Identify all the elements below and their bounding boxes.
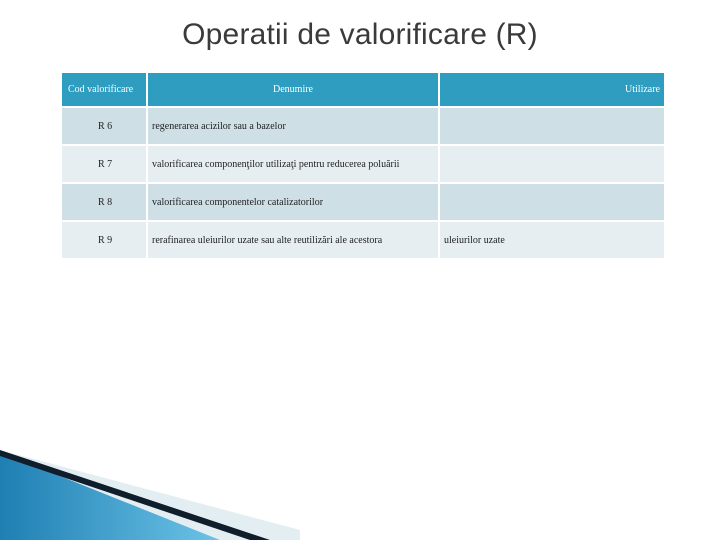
cell-use xyxy=(440,108,664,144)
cell-name: rerafinarea uleiurilor uzate sau alte reutilizări ale acestora xyxy=(148,222,438,258)
table-row xyxy=(62,146,664,182)
cell-name: regenerarea acizilor sau a bazelor xyxy=(148,108,438,144)
cell-use: uleiurilor uzate xyxy=(440,222,664,258)
header-name: Denumire xyxy=(148,73,438,106)
slide-title: Operatii de valorificare (R) xyxy=(182,18,538,51)
cell-use xyxy=(440,146,664,182)
table-row xyxy=(62,222,664,258)
cell-name: valorificarea componenţilor utilizaţi pentru reducerea poluării xyxy=(148,146,438,182)
table-row xyxy=(62,108,664,144)
table-row xyxy=(62,184,664,220)
cell-code: R 7 xyxy=(62,146,146,182)
cell-name: valorificarea componentelor catalizatorilor xyxy=(148,184,438,220)
header-use: Utilizare xyxy=(440,73,664,106)
decorative-swoosh xyxy=(0,450,720,540)
header-code: Cod valorificare xyxy=(62,73,146,106)
cell-use xyxy=(440,184,664,220)
operations-table xyxy=(60,71,666,260)
table-header-row xyxy=(62,73,664,106)
cell-code: R 9 xyxy=(62,222,146,258)
cell-code: R 8 xyxy=(62,184,146,220)
cell-code: R 6 xyxy=(62,108,146,144)
